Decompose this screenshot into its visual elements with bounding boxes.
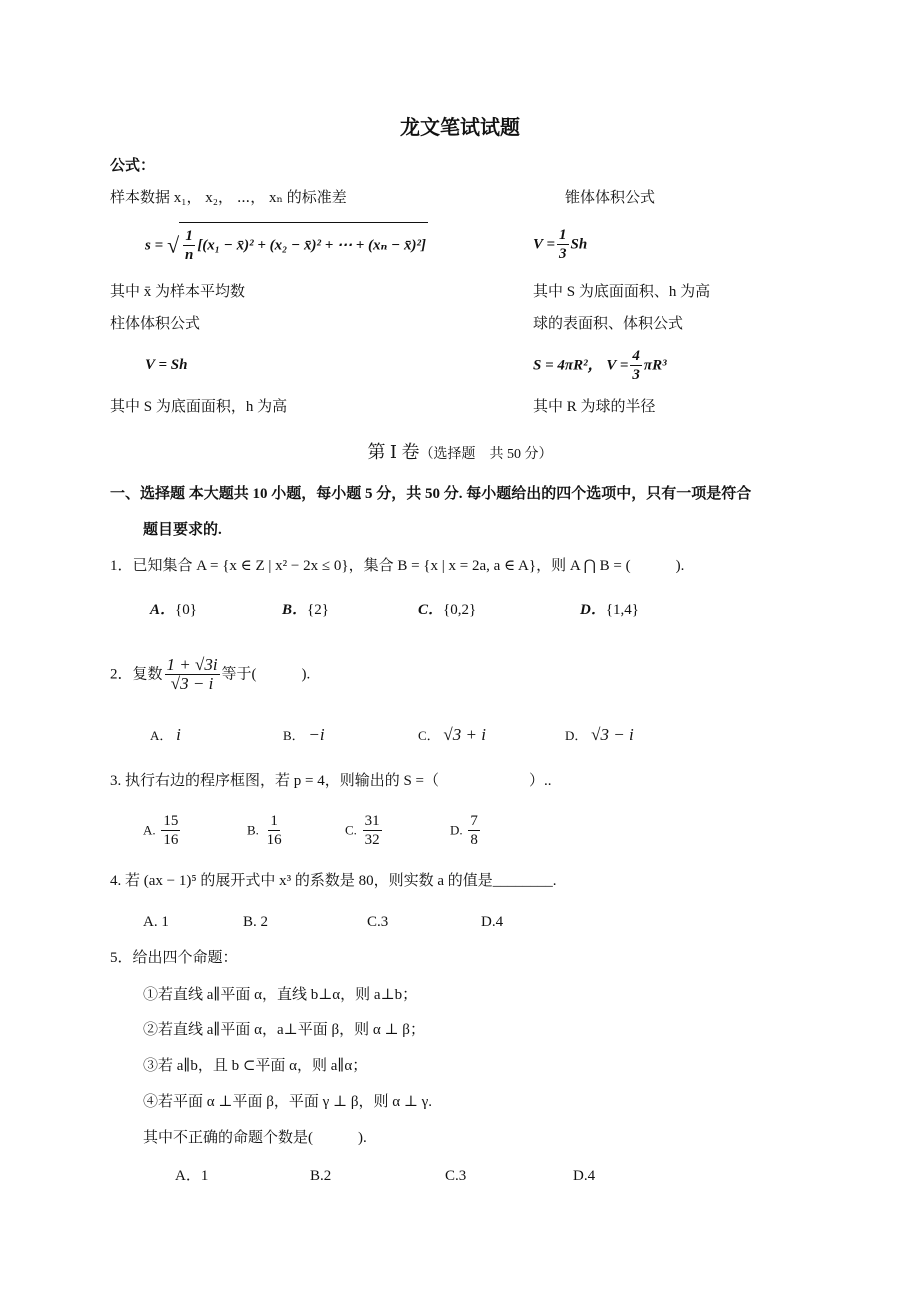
q5-item-2: ②若直线 a∥平面 α，a⊥平面 β，则 α ⊥ β；: [143, 1022, 425, 1038]
option-label: C.: [345, 822, 357, 838]
cone-formula: [533, 224, 587, 265]
frac-den: 16: [163, 832, 179, 849]
option-value: {0,2}: [443, 602, 477, 618]
option-label: B.: [247, 822, 259, 838]
q2-option-c: [418, 725, 486, 746]
option-value: √3 − i: [591, 725, 634, 744]
q2-option-a: [150, 725, 181, 746]
page-title: 龙文笔试试题: [400, 117, 520, 139]
option-value: {1,4}: [605, 602, 639, 618]
cone-frac-num: 1: [559, 227, 567, 244]
frac-den: 32: [364, 832, 380, 849]
prism-caption: 柱体体积公式: [110, 316, 201, 332]
std-dev-caption: 样本数据 x₁， x₂， ⋯， xₙ 的标准差: [110, 190, 347, 206]
frac-num: 7: [470, 813, 478, 830]
q1-option-b: [282, 600, 329, 620]
q4-option-c: C.3: [367, 914, 389, 930]
sphere-formula: [533, 345, 667, 386]
option-value: i: [176, 725, 181, 744]
sphere-frac-num: 4: [632, 348, 640, 365]
q1-option-a: [150, 600, 197, 620]
q2-suffix: 等于( ).: [221, 666, 311, 683]
option-label: D．: [580, 602, 606, 618]
option-label: D．: [565, 728, 588, 743]
q5-stem: 5．给出四个命题：: [110, 950, 238, 966]
cone-caption: 锥体体积公式: [565, 190, 656, 206]
cone-rhs: Sh: [570, 236, 588, 253]
sphere-vol-rhs: πR³: [643, 357, 667, 374]
q3-option-a: [143, 808, 182, 853]
q2-stem: [110, 652, 310, 697]
q3-option-d: [450, 808, 482, 853]
q5-item-1: ①若直线 a∥平面 α，直线 b⊥α，则 a⊥b；: [143, 987, 418, 1003]
q2-frac-den: √3 − i: [170, 674, 214, 694]
option-label: B．: [283, 728, 305, 743]
cone-frac-den: 3: [559, 246, 567, 263]
option-value: {0}: [175, 602, 197, 618]
std-dev-formula: [145, 222, 428, 266]
option-label: A.: [143, 822, 156, 838]
sphere-area: S = 4πR²，: [533, 357, 603, 374]
frac-den: 8: [470, 832, 478, 849]
q5-option-c: C.3: [445, 1168, 467, 1184]
option-label: C．: [418, 728, 440, 743]
q4-stem: 4. 若 (ax − 1)⁵ 的展开式中 x³ 的系数是 80，则实数 a 的值是________.: [110, 873, 557, 889]
section-heading-line1: 一、选择题 本大题共 10 小题，每小题 5 分，共 50 分. 每小题给出的四个选项中，只有一项是符合: [110, 486, 752, 502]
frac-den: 16: [266, 832, 282, 849]
part-title: 第 Ⅰ 卷: [367, 442, 420, 462]
q2-option-b: [283, 725, 325, 746]
sqrt-icon: √: [166, 232, 179, 258]
std-dev-frac-num: 1: [185, 228, 193, 245]
q2-frac-num: 1 + √3i: [166, 655, 218, 675]
part-heading: [0, 442, 920, 465]
q5-item-3: ③若 a∥b，且 b ⊂平面 α，则 a∥α；: [143, 1058, 368, 1074]
q5-option-d: D.4: [573, 1168, 596, 1184]
option-value: −i: [308, 725, 325, 744]
sphere-frac-den: 3: [632, 367, 640, 384]
part-subtitle: （选择题 共 50 分）: [419, 447, 553, 462]
option-value: √3 + i: [443, 725, 486, 744]
option-label: D.: [450, 822, 463, 838]
q2-prefix: 2．复数: [110, 666, 163, 683]
std-dev-frac-den: n: [184, 247, 194, 264]
option-label: A．: [150, 602, 176, 618]
q2-option-d: [565, 725, 634, 746]
q3-option-b: [247, 808, 286, 853]
q5-prompt: 其中不正确的命题个数是( ).: [143, 1130, 367, 1146]
option-label: C．: [418, 602, 444, 618]
sphere-note: 其中 R 为球的半径: [533, 399, 656, 415]
section-heading-line2: 题目要求的.: [143, 522, 222, 538]
q3-option-c: [345, 808, 384, 853]
frac-num: 15: [163, 813, 179, 830]
cone-lhs: V =: [533, 236, 556, 253]
q4-option-a: A. 1: [143, 914, 169, 930]
cone-note: 其中 S 为底面面积、h 为高: [533, 284, 711, 300]
std-dev-body: [(x₁ − x̄)² + (x₂ − x̄)² + ⋯ + (xₙ − x̄)²]: [197, 237, 427, 254]
option-label: A．: [150, 728, 173, 743]
std-dev-note: 其中 x̄ 为样本平均数: [110, 284, 246, 300]
option-label: B．: [282, 602, 308, 618]
q5-option-b: B.2: [310, 1168, 332, 1184]
option-value: {2}: [307, 602, 329, 618]
frac-num: 1: [270, 813, 278, 830]
prism-note: 其中 S 为底面面积，h 为高: [110, 399, 288, 415]
q3-stem: 3. 执行右边的程序框图，若 p = 4，则输出的 S =（ ）..: [110, 773, 552, 789]
q1-option-c: [418, 600, 476, 620]
q5-option-a: A．1: [175, 1168, 209, 1184]
frac-num: 31: [364, 813, 380, 830]
q5-item-4: ④若平面 α ⊥平面 β，平面 γ ⊥ β，则 α ⊥ γ.: [143, 1094, 433, 1110]
prism-formula: V = Sh: [145, 357, 188, 373]
std-dev-lhs: s =: [145, 237, 164, 254]
sphere-vol-lhs: V =: [606, 357, 629, 374]
sphere-caption: 球的表面积、体积公式: [533, 316, 684, 332]
q4-option-b: B. 2: [243, 914, 269, 930]
q1-option-d: [580, 600, 639, 620]
q1-stem: 1．已知集合 A = {x ∈ Z | x² − 2x ≤ 0}，集合 B = {x | x = 2a, a ∈ A}，则 A ⋂ B = ( ).: [110, 558, 685, 574]
formulas-label: 公式：: [110, 158, 156, 174]
q4-option-d: D.4: [481, 914, 504, 930]
